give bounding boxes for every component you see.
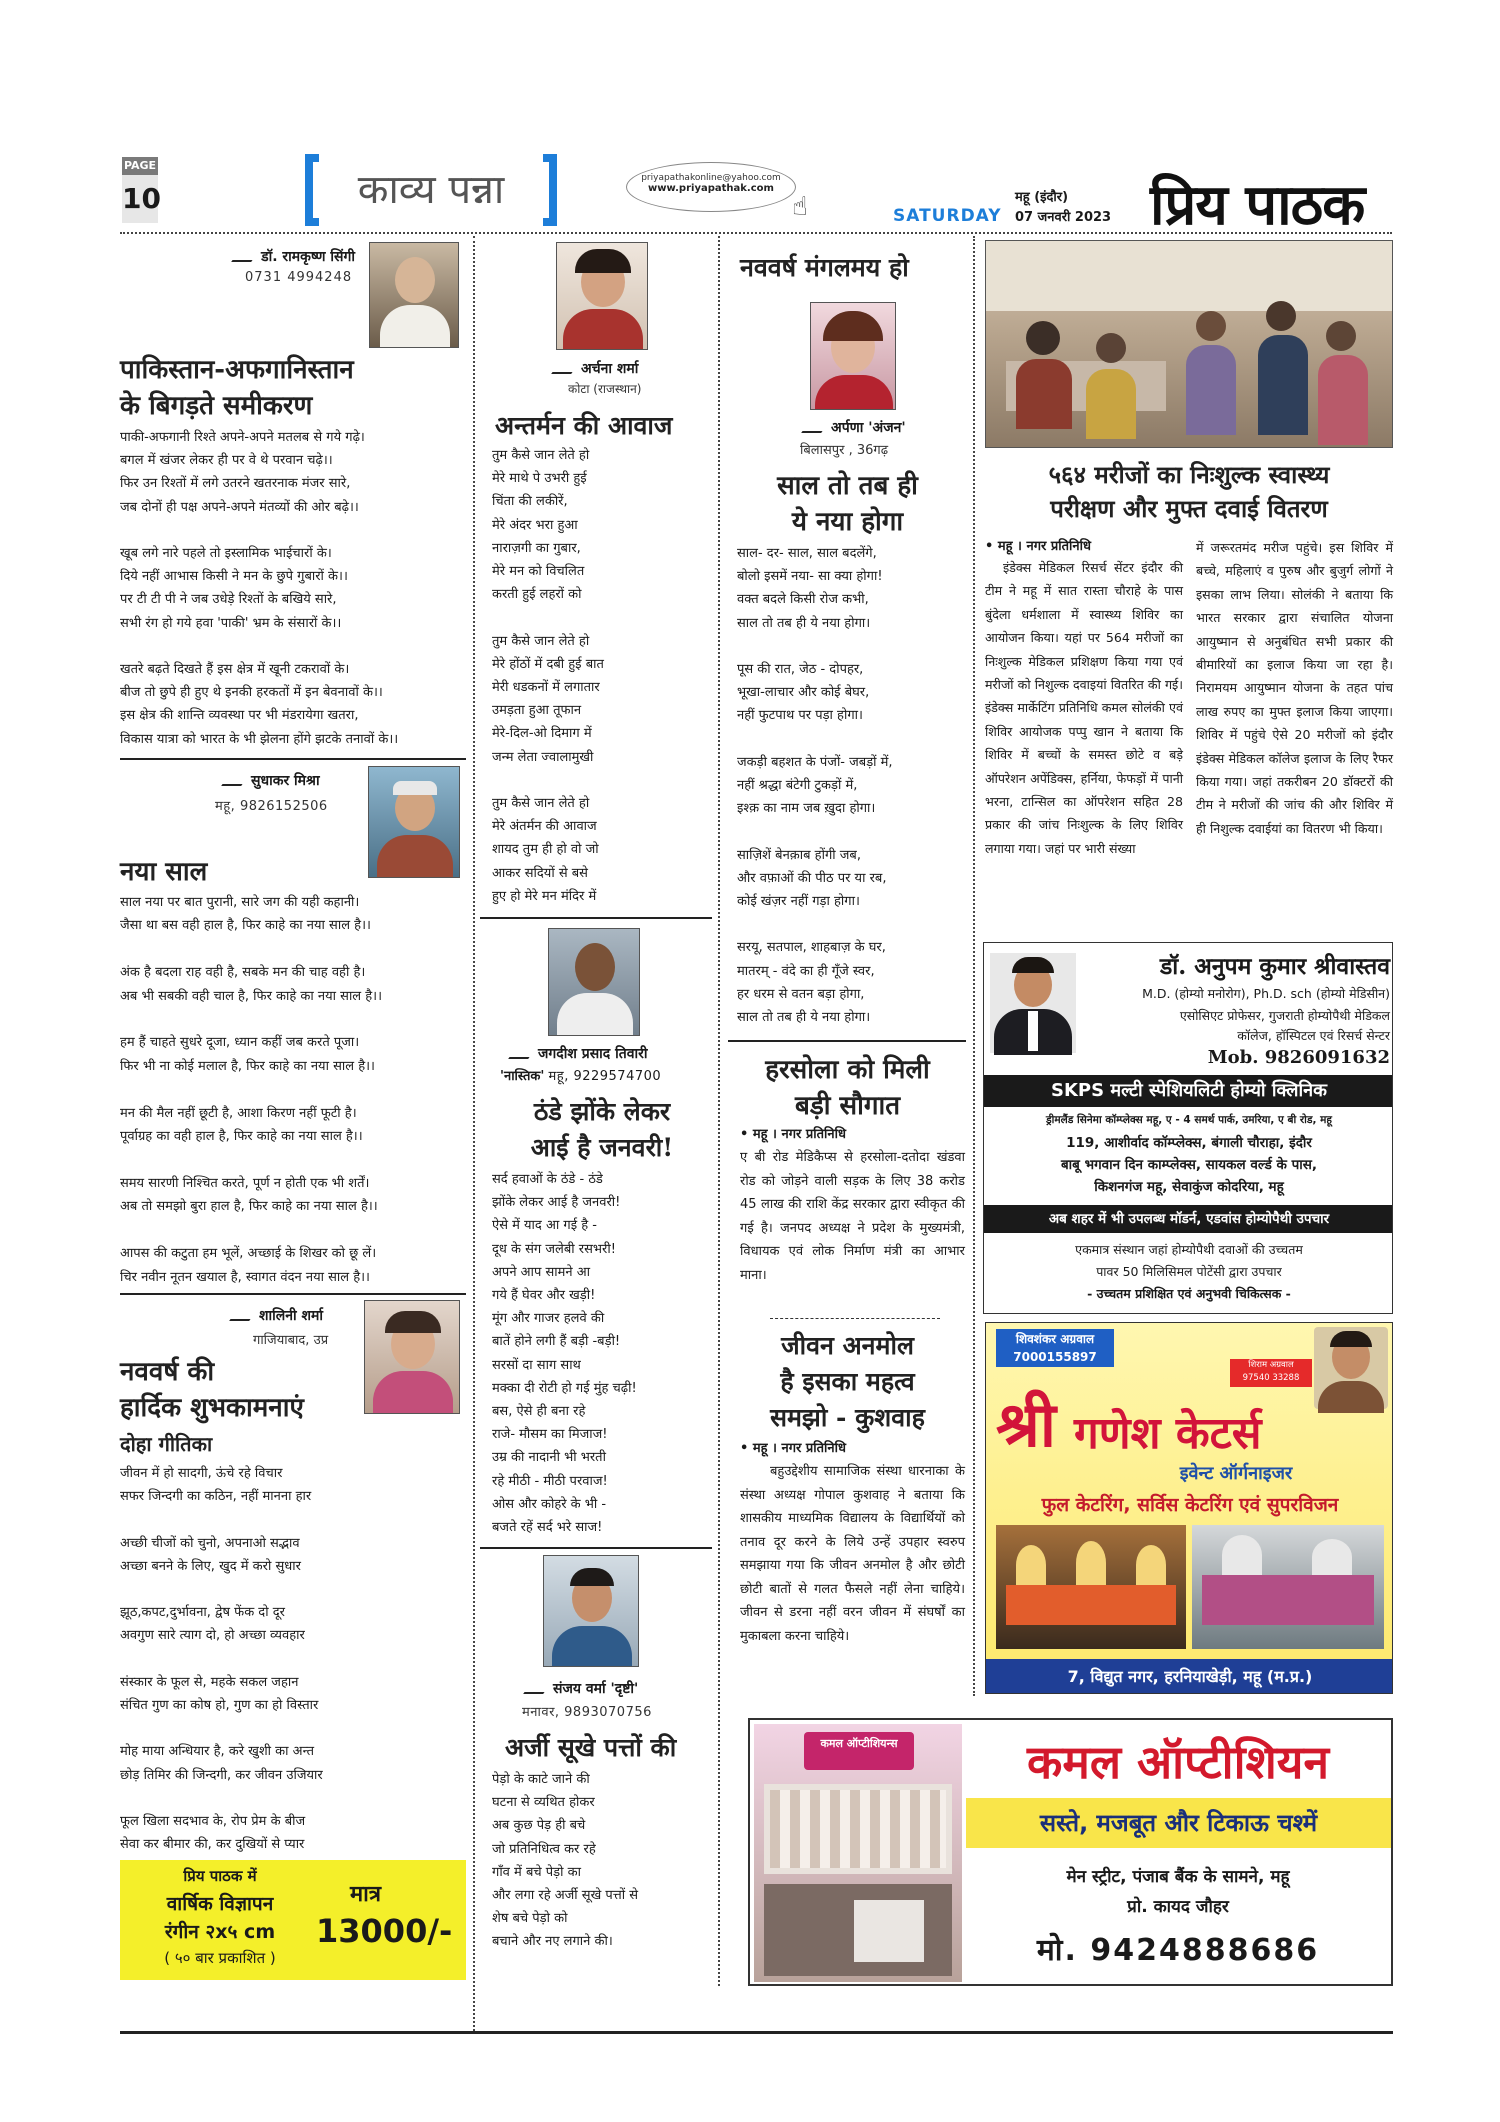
divider	[120, 1293, 466, 1295]
article-title: अन्तर्मन की आवाज	[495, 411, 673, 440]
article-title: हार्दिक शुभकामनाएं	[120, 1393, 304, 1423]
author-name: शालिनी शर्मा	[259, 1308, 324, 1324]
author-place: महू, 9229574700	[548, 1069, 662, 1084]
doctor-ad	[983, 942, 1393, 1314]
divider	[480, 917, 712, 919]
author-place: महू, 9826152506	[215, 799, 328, 814]
author-name: संजय वर्मा 'दृष्टी'	[553, 1681, 639, 1697]
author-alias: 'नास्तिक'	[500, 1069, 545, 1084]
article-title: है इसका महत्व	[780, 1367, 915, 1396]
author-place: कोटा (राजस्थान)	[568, 382, 642, 396]
bracket-right	[543, 154, 557, 226]
masthead: प्रिय पाठक	[1150, 172, 1365, 238]
doctor-post: कॉलेज, हॉस्पिटल एवं रिसर्च सेन्टर	[1237, 1028, 1390, 1043]
header-rule	[120, 232, 1392, 234]
contact-box	[626, 162, 796, 212]
pen-icon	[231, 251, 259, 262]
article-title: परीक्षण और मुफ्त दवाई वितरण	[1050, 494, 1328, 523]
article-title: आई है जनवरी!	[530, 1133, 674, 1162]
divider	[728, 1040, 966, 1042]
article-title: जीवन अनमोल	[781, 1331, 914, 1360]
article-title: ५६४ मरीजों का निःशुल्क स्वास्थ्य	[1048, 460, 1330, 489]
page-label: PAGE	[122, 157, 158, 175]
page-label-box	[122, 157, 161, 225]
doctor-name: डॉ. अनुपम कुमार श्रीवास्तव	[1159, 953, 1390, 980]
article-text: में जरूरतमंद मरीज पहुंचे। इस शिविर में बच्चे, महिलाएं व पुरुष और बुजुर्ग लोगों ने इसका लाभ लिया। सोलंकी ने बताया कि भारत सरकार द्वारा संचालित योजना आयुष्मान से अनुबंधित सभी प्रकार की बीमारियों का इलाज किया जा रहा है। निरामयम आयुष्मान योजना के तहत पांच लाख रुपए का मुफ्त इलाज किया जाएगा। शिविर में पहुंचे ऐसे 20 मरीजों को इंदौर इंडेक्स मेडिकल कॉलेज इलाज के लिए रैफर किया गया। जहां तकरीबन 20 डॉक्टरों की टीम ने मरीजों की जांच की और शिविर में ही निशुल्क दवाईयां का वितरण भी किया।	[1196, 540, 1393, 836]
author-name: सुधाकर मिश्रा	[251, 773, 320, 789]
news-photo	[985, 240, 1393, 448]
caterer-contact	[1230, 1359, 1312, 1387]
optician-address: मेन स्ट्रीट, पंजाब बैंक के सामने, महू	[1066, 1867, 1290, 1887]
ad-price: 13000/-	[316, 1912, 453, 1950]
optician-name: कमल ऑप्टीशियन	[1027, 1735, 1329, 1789]
optician-prop: प्रो. कायद जौहर	[1127, 1897, 1229, 1917]
author-place: बिलासपुर , 36गढ़	[800, 443, 889, 458]
author-photo	[810, 302, 896, 410]
clinic-name: SKPS मल्टी स्पेशियलिटी होम्यो क्लिनिक	[984, 1075, 1393, 1107]
caterer-phone: 97540 33288	[1242, 1373, 1300, 1383]
author-name: जगदीश प्रसाद तिवारी	[538, 1046, 648, 1062]
page-number: 10	[122, 175, 158, 223]
caterer-services: फुल केटरिंग, सर्विस केटरिंग एवं सुपरविजन	[1041, 1494, 1339, 1516]
author-line	[512, 1043, 647, 1063]
article-text: साल- दर- साल, साल बदलेंगे, बोलो इसमें नया- सा क्या होगा! वक्त बदले किसी रोज कभी, साल तो तब ही ये नया होगा। पूस की रात, जेठ - दोपहर, भूखा-लाचार और कोई बेघर, नहीं फुटपाथ पर पड़ा होगा। जकड़ी बहशत के पंजों- जबड़ों में, नहीं श्रद्धा बंटेगी टुकड़ों में, इश्क़ का नाम जब ख़ुदा होगा। साज़िशें बेनक़ाब होंगी जब, और वफ़ाओं की पीठ पर या रब, कोई खंज़र नहीं गड़ा होगा। सरयू, सतपाल, शाहबाज़ के घर, मातरम् - वंदे का ही गूँजे स्वर, हर धरम से वतन बड़ा होगा, साल तो तब ही ये नया होगा।	[737, 546, 893, 1026]
article-text: इंडेक्स मेडिकल रिसर्च सेंटर इंदौर की टीम ने महू में सात रास्ता चौराहे के पास बुंदेला धर्मशाला में स्वास्थ्य शिविर का आयोजन किया। यहां पर 564 मरीजों का निःशुल्क मेडिकल प्रशिक्षण किया गया एवं मरीजों को निशुल्क दवाइयां वितरित की गई। इंडेक्स मार्केटिंग प्रतिनिधि कमल सोलंकी एवं शिविर आयोजक पप्पु खान ने बताया कि शिविर में बच्चों के समस्त छोटे व बड़े ऑपरेशन अपेंडिक्स, हर्निया, फेफड़ों में पानी भरना, टान्सिल का ऑपरेशन सहित 28 प्रकार की जांच निःशुल्क के लिए शिविर लगाया गया। जहां पर भारी संख्या	[985, 560, 1183, 856]
article-text: बहुउद्देशीय सामाजिक संस्था धारनाका के संस्था अध्यक्ष गोपाल कुशवाह ने बताया कि शासकीय माध्यमिक विद्यालय के विद्यार्थियों को तनाव दूर करने के लिये उन्हें उपहार स्वरुप समझाया गया कि जीवन अनमोल है और छोटी छोटी बातों से गलत फैसले नहीं लेना चाहिये। जीवन से डरना नहीं वरन जीवन में संघर्षों का मुकाबला करना चाहिये।	[740, 1464, 965, 1644]
pen-icon	[508, 1048, 536, 1059]
pen-icon	[523, 1683, 551, 1694]
article-title: अर्जी सूखे पत्तों की	[505, 1733, 677, 1762]
clinic-note: - उच्चतम प्रशिक्षित एवं अनुभवी चिकित्सक -	[1087, 1286, 1291, 1301]
hand-pointer-icon: ☝	[792, 192, 808, 222]
optician-tag: सस्ते, मजबूत और टिकाऊ चश्में	[966, 1798, 1391, 1848]
caterer-person: शिवशंकर अग्रवाल	[1015, 1332, 1095, 1346]
dateline: • महू । नगर प्रतिनिधि	[740, 1127, 846, 1142]
ad-line: वार्षिक विज्ञापन	[166, 1893, 274, 1915]
article-text: सर्द हवाओं के ठंडे - ठंडे झोंके लेकर आई है जनवरी! ऐसे में याद आ गई है - दूध के संग जलेबी रसभरी! अपने आप सामने आ गये हैं घेवर और खड़ी! मूंग और गाजर हलवे की बातें होने लगी हैं बड़ी -बड़ी! सरसों दा साग साथ मक्का दी रोटी हो गई मुंह चढ़ी! बस, ऐसे ही बना रहे राजे- मौसम का मिजाज! उम्र की नादानी भी भरती रहे मीठी - मीठी परवाज! ओस और कोहरे के भी - बजते रहें सर्द भरे साज!	[492, 1172, 637, 1536]
article-text: साल नया पर बात पुरानी, सारे जग की यही कहानी। जैसा था बस वही हाल है, फिर काहे का नया साल है।। अंक है बदला राह वही है, सबके मन की चाह वही है। अब भी सबकी वही चाल है, फिर काहे का नया साल है।। हम हैं चाहते सुधरे दूजा, ध्यान कहीं जब करते पूजा। फिर भी ना कोई मलाल है, फिर काहे का नया साल है।। मन की मैल नहीं छूटी है, आशा किरण नहीं फूटी है। पूर्वाग्रह का वही हाल है, फिर काहे का नया साल है।। समय सारणी निश्चित करते, पूर्ण न होती एक भी शर्तें। अब तो समझो बुरा हाल है, फिर काहे का नया साल है।। आपस की कटुता हम भूलें, अच्छाई के शिखर को छू लें। चिर नवीन नूतन खयाल है, स्वागत वंदन नया साल है।।	[120, 895, 383, 1285]
caterer-person: शिराम अग्रवाल	[1248, 1360, 1294, 1370]
author-name: डॉ. रामकृष्ण सिंगी	[261, 249, 355, 265]
bracket-left	[305, 154, 319, 226]
article-text: जीवन में हो सादगी, ऊंचे रहे विचार सफर जिन्दगी का कठिन, नहीं मानना हार अच्छी चीजों को चुनो, अपनाओ सद्भाव अच्छा बनने के लिए, खुद में करो सुधार झूठ,कपट,दुर्भावना, द्वेष फेंक दो दूर अवगुण सारे त्याग दो, हो अच्छा व्यवहार संस्कार के फूल से, महके सकल जहान संचित गुण का कोष हो, गुण का हो विस्तार मोह माया अन्धियार है, करे खुशी का अन्त छोड़ तिमिर की जिन्दगी, कर जीवन उजियार फूल खिला सदभाव के, रोप प्रेम के बीज सेवा कर बीमार की, कर दुखियों से प्यार	[120, 1466, 323, 1853]
ad-annual	[120, 1860, 466, 1980]
pen-icon	[229, 1310, 257, 1321]
optician-mobile: मो. 9424888686	[1036, 1933, 1320, 1968]
author-line	[805, 417, 906, 437]
caterer-photo	[1314, 1327, 1388, 1409]
clinic-banner: अब शहर में भी उपलब्ध मॉडर्न, एडवांस होम्योपैथी उपचार	[984, 1205, 1393, 1233]
author-line	[555, 358, 638, 378]
article-title: साल तो तब ही	[777, 471, 918, 501]
divider	[120, 758, 466, 760]
caterer-brand-sri: श्री	[996, 1388, 1056, 1461]
optician-ad	[748, 1718, 1393, 1986]
author-photo	[556, 242, 648, 350]
author-name: अर्चना शर्मा	[581, 361, 639, 377]
pen-icon	[221, 775, 249, 786]
author-photo	[369, 242, 459, 348]
article-text: ए बी रोड मेडिकैप्स से हरसोला-दतोदा खंडवा रोड को जोड़ने वाली सड़क के लिए 38 करोड 45 लाख की राशि केंद्र सरकार द्वारा स्वीकृत की गई है। जनपद अध्यक्ष ने प्रदेश के मुख्यमंत्री, विधायक एवं लोक निर्माण मंत्री का आभार माना।	[740, 1150, 965, 1283]
clinic-address: किशनगंज महू, सेवाकुंज कोदरिया, महू	[1094, 1179, 1284, 1195]
col-divider-2	[718, 236, 720, 1986]
article-title: पाकिस्तान-अफगानिस्तान	[120, 355, 354, 385]
ad-line: ( ५० बार प्रकाशित )	[164, 1949, 276, 1967]
article-title: समझो - कुशवाह	[770, 1403, 925, 1432]
clinic-address: ड्रीमलैंड सिनेमा कॉम्प्लेक्स महू, ए - 4 समर्थ पार्क, उमरिया, ए बी रोड, महू	[1046, 1114, 1332, 1126]
ad-line: प्रिय पाठक में	[183, 1867, 257, 1885]
clinic-note: पावर 50 मिलिसिमल पोटेंसी द्वारा उपचार	[1096, 1264, 1282, 1279]
author-place-line	[500, 1066, 661, 1084]
col-divider-1	[473, 236, 475, 2031]
article-title: ठंडे झोंके लेकर	[533, 1097, 671, 1126]
article-title: बड़ी सौगात	[794, 1091, 901, 1121]
doctor-post: एसोसिएट प्रोफेसर, गुजराती होम्योपैथी मेडिकल	[1179, 1008, 1390, 1023]
section-title: काव्य पन्ना	[357, 167, 505, 213]
website: www.priyapathak.com	[648, 183, 774, 194]
shop-sign: कमल ऑप्टीशियन्स	[804, 1732, 914, 1770]
author-line	[215, 246, 355, 266]
clinic-note: एकमात्र संस्थान जहां होम्योपैथी दवाओं की उच्चतम	[1075, 1242, 1303, 1257]
caterer-address: 7, विद्युत नगर, हरनियाखेड़ी, महू (म.प्र.)	[986, 1659, 1393, 1694]
ad-price-label: मात्र	[350, 1882, 381, 1907]
author-photo	[368, 766, 460, 878]
pen-icon	[551, 363, 579, 374]
email: priyapathakonline@yahoo.com	[641, 173, 781, 183]
dateline: • महू । नगर प्रतिनिधि	[985, 539, 1091, 554]
article-text: तुम कैसे जान लेते हो मेरे माथे पे उभरी हुई चिंता की लकीरें, मेरे अंदर भरा हुआ नाराज़गी का गुबार, मेरे मन को विचलित करती हुई लहरों को तुम कैसे जान लेते हो मेरे होंठों में दबी हुई बात मेरी धडकनों में लगातार उमड़ता हुआ तूफान मेरे-दिल-ओ दिमाग में जन्म लेता ज्वालामुखी तुम कैसे जान लेते हो मेरे अंतर्मन की आवाज शायद तुम ही हो वो जो आकर सदियों से बसे हुए हो मेरे मन मंदिर में	[492, 448, 604, 904]
dashed-divider	[770, 1318, 940, 1319]
caterer-phone: 7000155897	[1013, 1350, 1097, 1364]
pen-icon	[801, 422, 829, 433]
clinic-address: बाबू भगवान दिन काम्प्लेक्स, सायकल वर्ल्ड के पास,	[1060, 1157, 1318, 1173]
catering-photo	[1192, 1525, 1384, 1649]
section-title-box	[305, 154, 557, 226]
article-text: पेड़ो के काटे जाने की घटना से व्यथित होकर अब कुछ पेड़ ही बचे जो प्रतिनिधित्व कर रहे गाँव में बचे पेड़ो का और लगा रहे अर्जी सूखे पत्तों से शेष बचे पेड़ो को बचाने और नए लगाने की।	[492, 1772, 639, 1950]
divider	[480, 1547, 712, 1549]
author-photo	[548, 928, 640, 1036]
article-title: नया साल	[120, 857, 208, 887]
author-line	[225, 770, 320, 790]
article-title: हरसोला को मिली	[765, 1055, 930, 1085]
catering-photo	[996, 1525, 1186, 1649]
caterer-sub: इवेन्ट ऑर्गनाइजर	[1179, 1463, 1293, 1484]
article-text: पाकी-अफगानी रिश्ते अपने-अपने मतलब से गये गढ़े। बगल में खंजर लेकर ही पर वे थे परवान चढ़े।। फिर उन रिश्तों में लगे उतरने खतरनाक मंजर सारे, जब दोनों ही पक्ष अपने-अपने मंतव्यों की ओर बढ़े।। खूब लगे नारे पहले तो इस्लामिक भाईचारों के। दिये नहीं आभास किसी ने मन के छुपे गुबारों के।। पर टी टी पी ने जब उधेड़े रिश्तों के बखिये सारे, सभी रंग हो गये हवा 'पाकी' भ्रम के संसारों के।। खतरे बढ़ते दिखते हैं इस क्षेत्र में खूनी टकरावों के। बीज तो छुपे ही हुए थे इनकी हरकतों में इन बेवनावों के।। इस क्षेत्र की शान्ति व्यवस्था पर भी मंडरायेगा खतरा, विकास यात्रा को भारत के भी झेलना होंगे झटके तनावों के।।	[120, 430, 399, 747]
col-divider-3	[973, 236, 975, 1696]
author-name: अर्पणा 'अंजन'	[831, 420, 906, 436]
author-phone: 0731 4994248	[245, 270, 353, 285]
doctor-photo	[990, 953, 1076, 1053]
date: 07 जनवरी 2023	[1015, 210, 1112, 225]
day: SATURDAY	[893, 206, 1002, 226]
article-title: नववर्ष की	[120, 1357, 215, 1387]
caterer-brand: गणेश केटर्स	[1074, 1408, 1262, 1459]
author-place: मनावर, 9893070756	[522, 1705, 652, 1720]
city: महू (इंदौर)	[1015, 190, 1069, 205]
article-title: नववर्ष मंगलमय हो	[740, 253, 909, 282]
article-title: ये नया होगा	[791, 507, 904, 537]
author-place: गाजियाबाद, उप्र	[253, 1333, 329, 1348]
author-photo	[543, 1555, 639, 1667]
caterer-contact	[996, 1329, 1114, 1367]
clinic-address: 119, आशीर्वाद कॉम्प्लेक्स, बंगाली चौराहा, इंदौर	[1066, 1135, 1312, 1151]
dateline: • महू । नगर प्रतिनिधि	[740, 1441, 846, 1456]
article-subtitle: दोहा गीतिका	[120, 1432, 213, 1456]
doctor-mobile: Mob. 9826091632	[1207, 1047, 1390, 1068]
author-line	[527, 1678, 638, 1698]
footer-rule	[120, 2031, 1393, 2034]
caterer-ad	[985, 1322, 1393, 1694]
ad-line: रंगीन २x५ cm	[164, 1921, 276, 1943]
author-photo	[364, 1300, 460, 1414]
shop-photo	[754, 1724, 962, 1982]
article-title: के बिगड़ते समीकरण	[120, 391, 313, 421]
author-line	[233, 1305, 323, 1325]
doctor-qual: M.D. (होम्यो मनोरोग), Ph.D. sch (होम्यो मेडिसीन)	[1142, 986, 1390, 1001]
